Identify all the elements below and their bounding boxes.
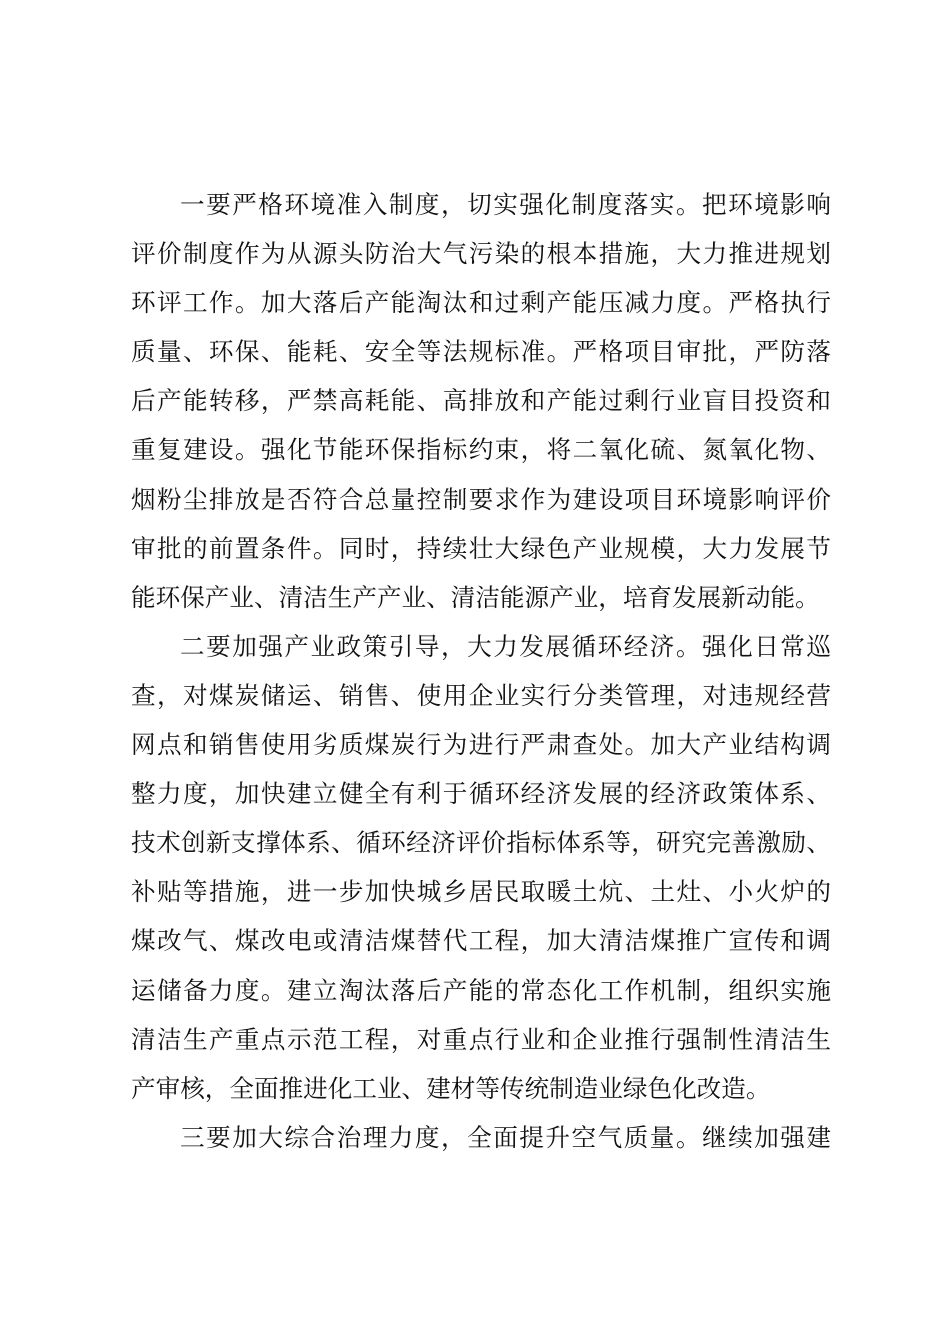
paragraph-line: 三要加大综合治理力度，全面提升空气质量。继续加强建 — [180, 1122, 831, 1152]
paragraph-line: 后产能转移，严禁高耗能、高排放和产能过剩行业盲目投资和 — [131, 386, 831, 416]
paragraph-line: 产审核，全面推进化工业、建材等传统制造业绿色化改造。 — [131, 1073, 771, 1103]
paragraph-line: 二要加强产业政策引导，大力发展循环经济。强化日常巡 — [180, 631, 831, 661]
paragraph-line: 补贴等措施，进一步加快城乡居民取暖土炕、土灶、小火炉的 — [131, 877, 831, 907]
paragraph-2 — [131, 622, 831, 1113]
paragraph-line: 网点和销售使用劣质煤炭行为进行严肃查处。加大产业结构调 — [131, 730, 831, 760]
paragraph-line: 技术创新支撑体系、循环经济评价指标体系等，研究完善激励、 — [131, 828, 831, 858]
paragraph-line: 清洁生产重点示范工程，对重点行业和企业推行强制性清洁生 — [131, 1024, 831, 1054]
paragraph-line: 查，对煤炭储运、销售、使用企业实行分类管理，对违规经营 — [131, 680, 831, 710]
paragraph-line: 能环保产业、清洁生产产业、清洁能源产业，培育发展新动能。 — [131, 582, 820, 612]
paragraph-line: 运储备力度。建立淘汰落后产能的常态化工作机制，组织实施 — [131, 975, 831, 1005]
paragraph-line: 一要严格环境准入制度，切实强化制度落实。把环境影响 — [180, 190, 831, 219]
document-body — [131, 180, 831, 1162]
paragraph-1 — [131, 180, 831, 622]
paragraph-line: 整力度，加快建立健全有利于循环经济发展的经济政策体系、 — [131, 779, 831, 809]
paragraph-line: 评价制度作为从源头防治大气污染的根本措施，大力推进规划 — [131, 239, 831, 269]
paragraph-line: 煤改气、煤改电或清洁煤替代工程，加大清洁煤推广宣传和调 — [131, 926, 831, 956]
paragraph-line: 烟粉尘排放是否符合总量控制要求作为建设项目环境影响评价 — [131, 484, 831, 514]
paragraph-line: 质量、环保、能耗、安全等法规标准。严格项目审批，严防落 — [131, 337, 831, 367]
paragraph-line: 环评工作。加大落后产能淘汰和过剩产能压减力度。严格执行 — [131, 288, 831, 318]
paragraph-line: 审批的前置条件。同时，持续壮大绿色产业规模，大力发展节 — [131, 533, 831, 563]
paragraph-line: 重复建设。强化节能环保指标约束，将二氧化硫、氮氧化物、 — [131, 435, 831, 465]
paragraph-3 — [131, 1113, 831, 1162]
